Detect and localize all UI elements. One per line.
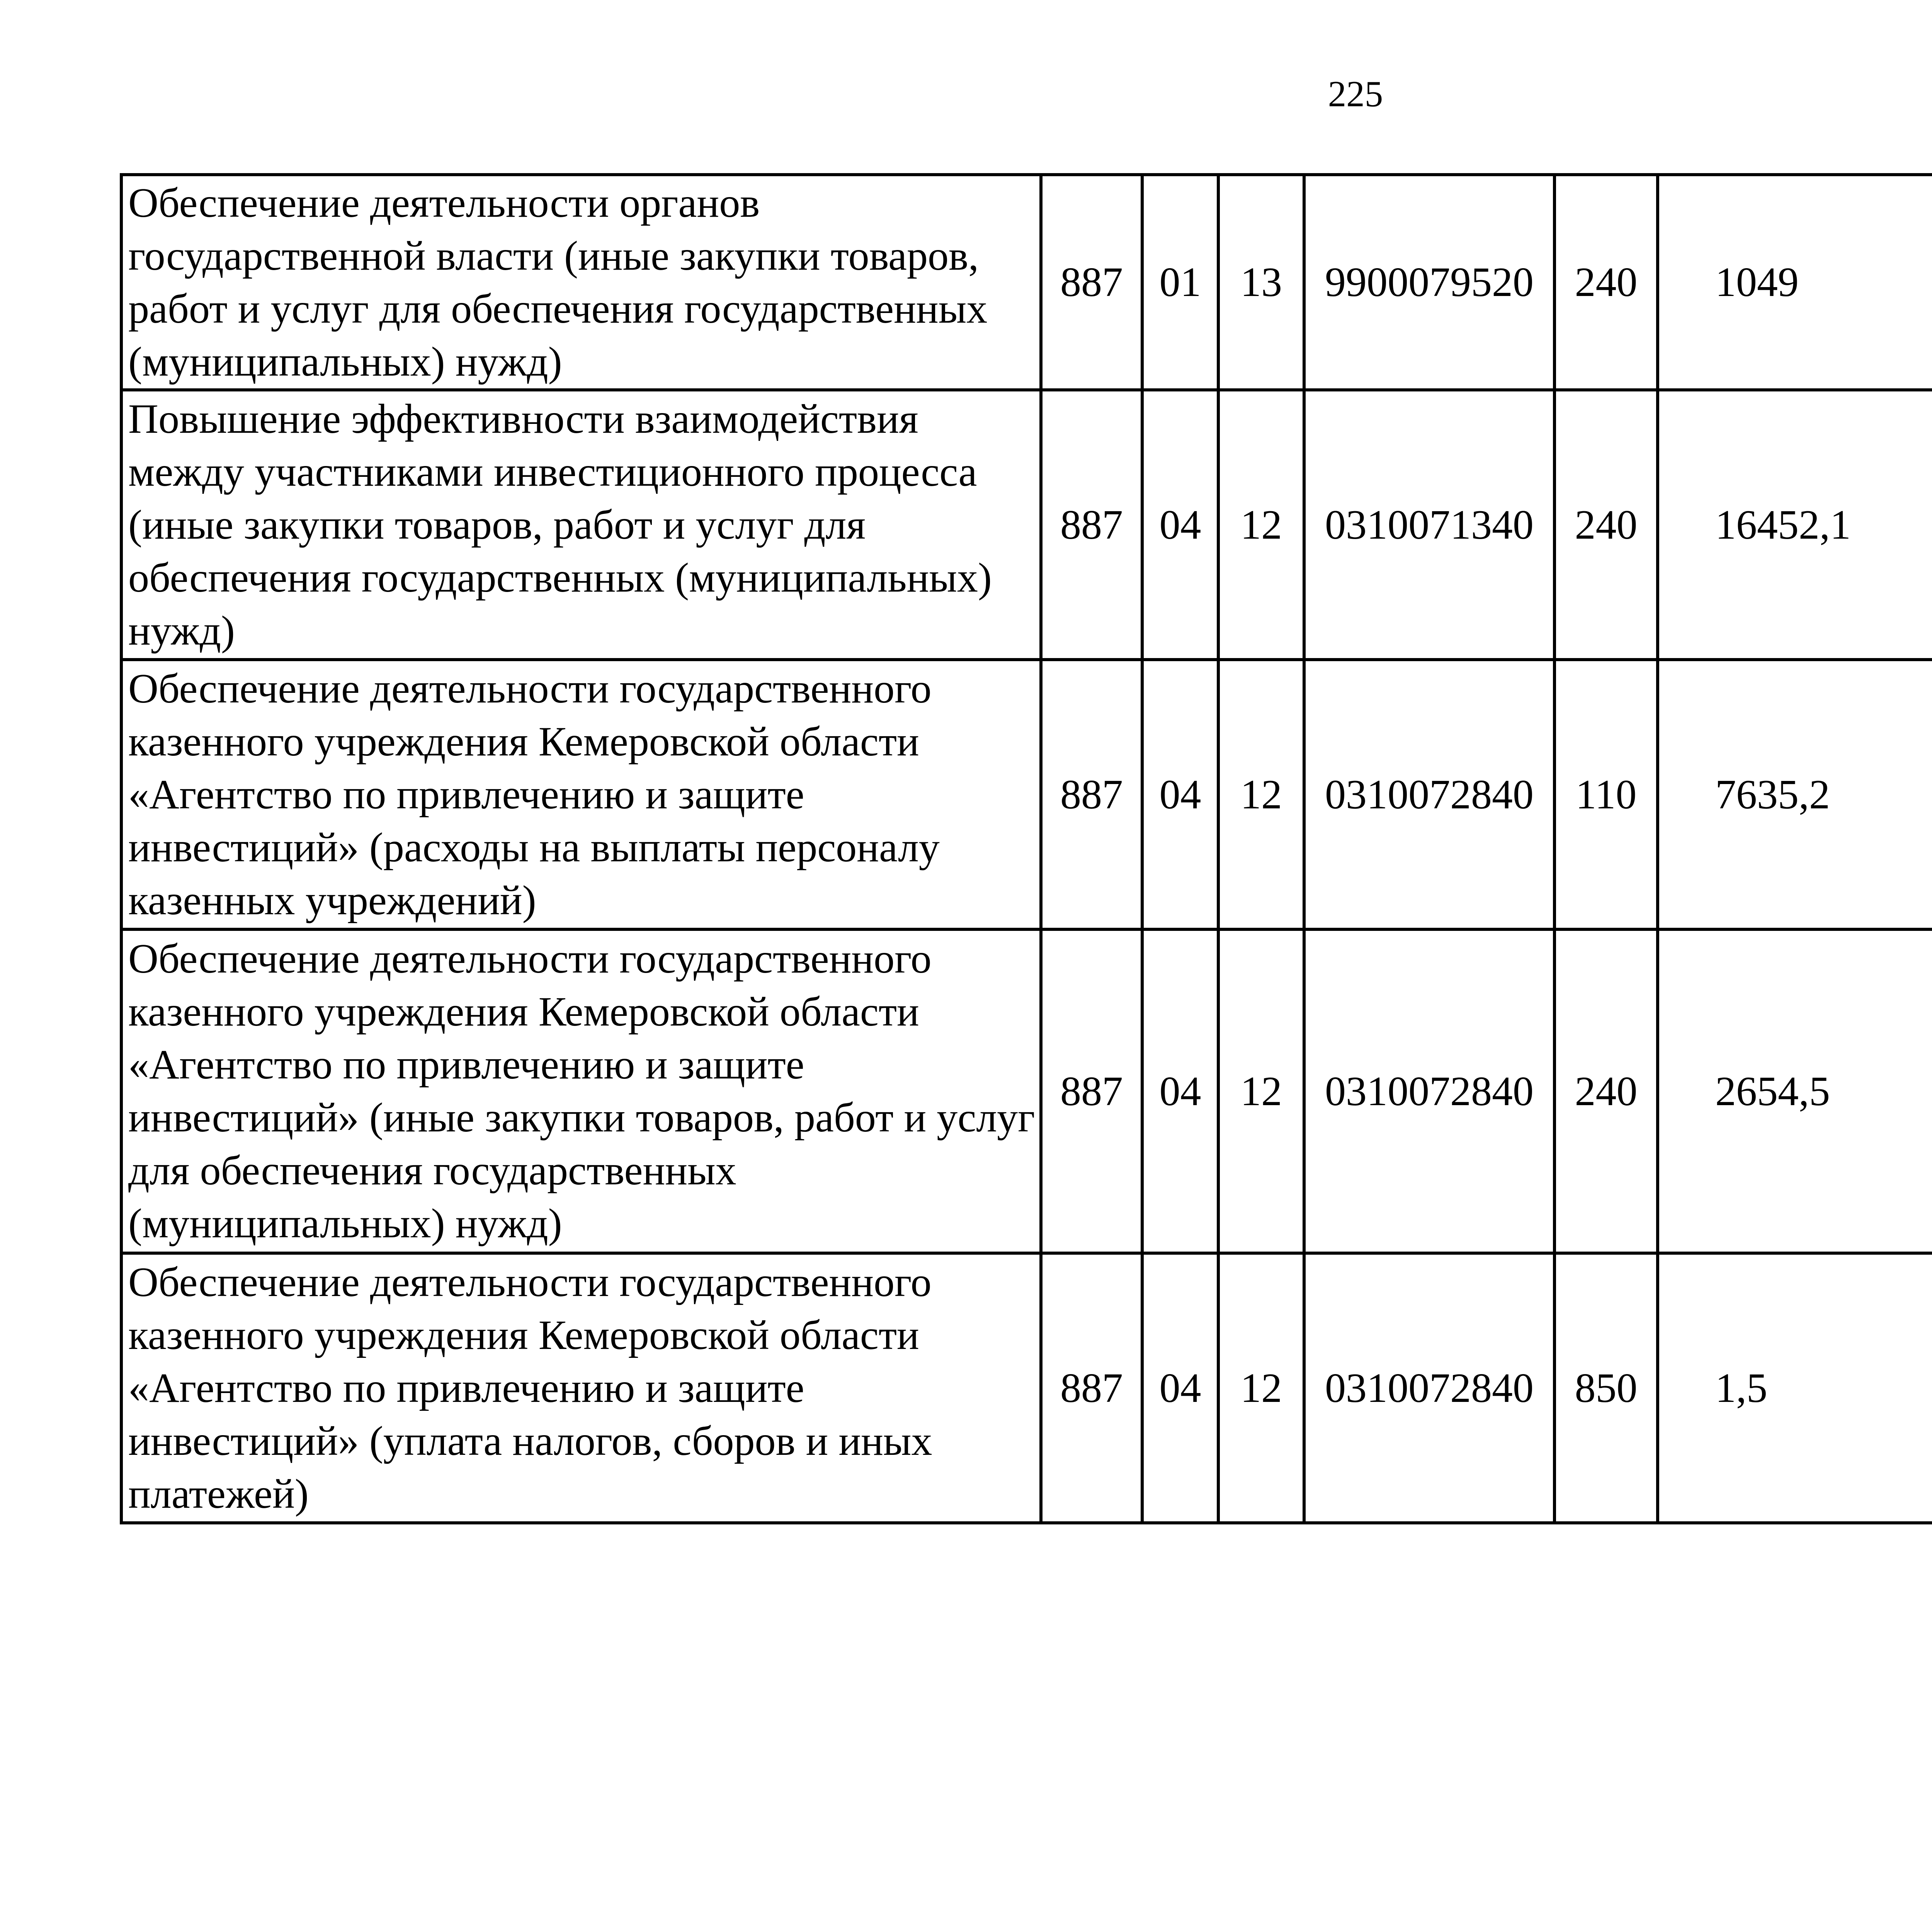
section-code: 04 (1142, 929, 1218, 1253)
target-article-code: 0310072840 (1304, 929, 1554, 1253)
amount-year-1: 16452,1 (1658, 390, 1932, 660)
grbs-code: 887 (1041, 1253, 1142, 1523)
subsection-code: 12 (1218, 1253, 1304, 1523)
subsection-code: 12 (1218, 660, 1304, 929)
section-code: 04 (1142, 390, 1218, 660)
expense-description: Обеспечение деятельности государственного казенного учреждения Кемеровской области «Агентство по привлечению и защите инвестиций» (уплата налогов, сборов и иных платежей) (121, 1253, 1041, 1523)
target-article-code: 0310071340 (1304, 390, 1554, 660)
subsection-code: 12 (1218, 390, 1304, 660)
table-row (121, 929, 1932, 1253)
expense-type-code: 240 (1554, 929, 1658, 1253)
expense-description: Обеспечение деятельности государственного казенного учреждения Кемеровской области «Агентство по привлечению и защите инвестиций» (иные закупки товаров, работ и услуг для обеспечения государственных (муниципальных) нужд) (121, 929, 1041, 1253)
amount-year-1: 1049 (1658, 175, 1932, 390)
grbs-code: 887 (1041, 390, 1142, 660)
budget-table (120, 173, 1932, 1524)
target-article-code: 9900079520 (1304, 175, 1554, 390)
expense-type-code: 850 (1554, 1253, 1658, 1523)
table-row (121, 175, 1932, 390)
table-row (121, 660, 1932, 929)
expense-description: Обеспечение деятельности органов государственной власти (иные закупки товаров, работ и услуг для обеспечения государственных (муниципальных) нужд) (121, 175, 1041, 390)
section-code: 04 (1142, 1253, 1218, 1523)
table-row (121, 390, 1932, 660)
grbs-code: 887 (1041, 660, 1142, 929)
table-row (121, 1253, 1932, 1523)
section-code: 01 (1142, 175, 1218, 390)
section-code: 04 (1142, 660, 1218, 929)
target-article-code: 0310072840 (1304, 1253, 1554, 1523)
expense-description: Повышение эффективности взаимодействия между участниками инвестиционного процесса (иные закупки товаров, работ и услуг для обеспечения государственных (муниципальных) нужд) (121, 390, 1041, 660)
grbs-code: 887 (1041, 929, 1142, 1253)
subsection-code: 13 (1218, 175, 1304, 390)
expense-type-code: 110 (1554, 660, 1658, 929)
expense-description: Обеспечение деятельности государственного казенного учреждения Кемеровской области «Агентство по привлечению и защите инвестиций» (расходы на выплаты персоналу казенных учреждений) (121, 660, 1041, 929)
expense-type-code: 240 (1554, 390, 1658, 660)
amount-year-1: 7635,2 (1658, 660, 1932, 929)
amount-year-1: 1,5 (1658, 1253, 1932, 1523)
grbs-code: 887 (1041, 175, 1142, 390)
expense-type-code: 240 (1554, 175, 1658, 390)
page-number: 225 (1328, 73, 1383, 114)
amount-year-1: 2654,5 (1658, 929, 1932, 1253)
subsection-code: 12 (1218, 929, 1304, 1253)
target-article-code: 0310072840 (1304, 660, 1554, 929)
